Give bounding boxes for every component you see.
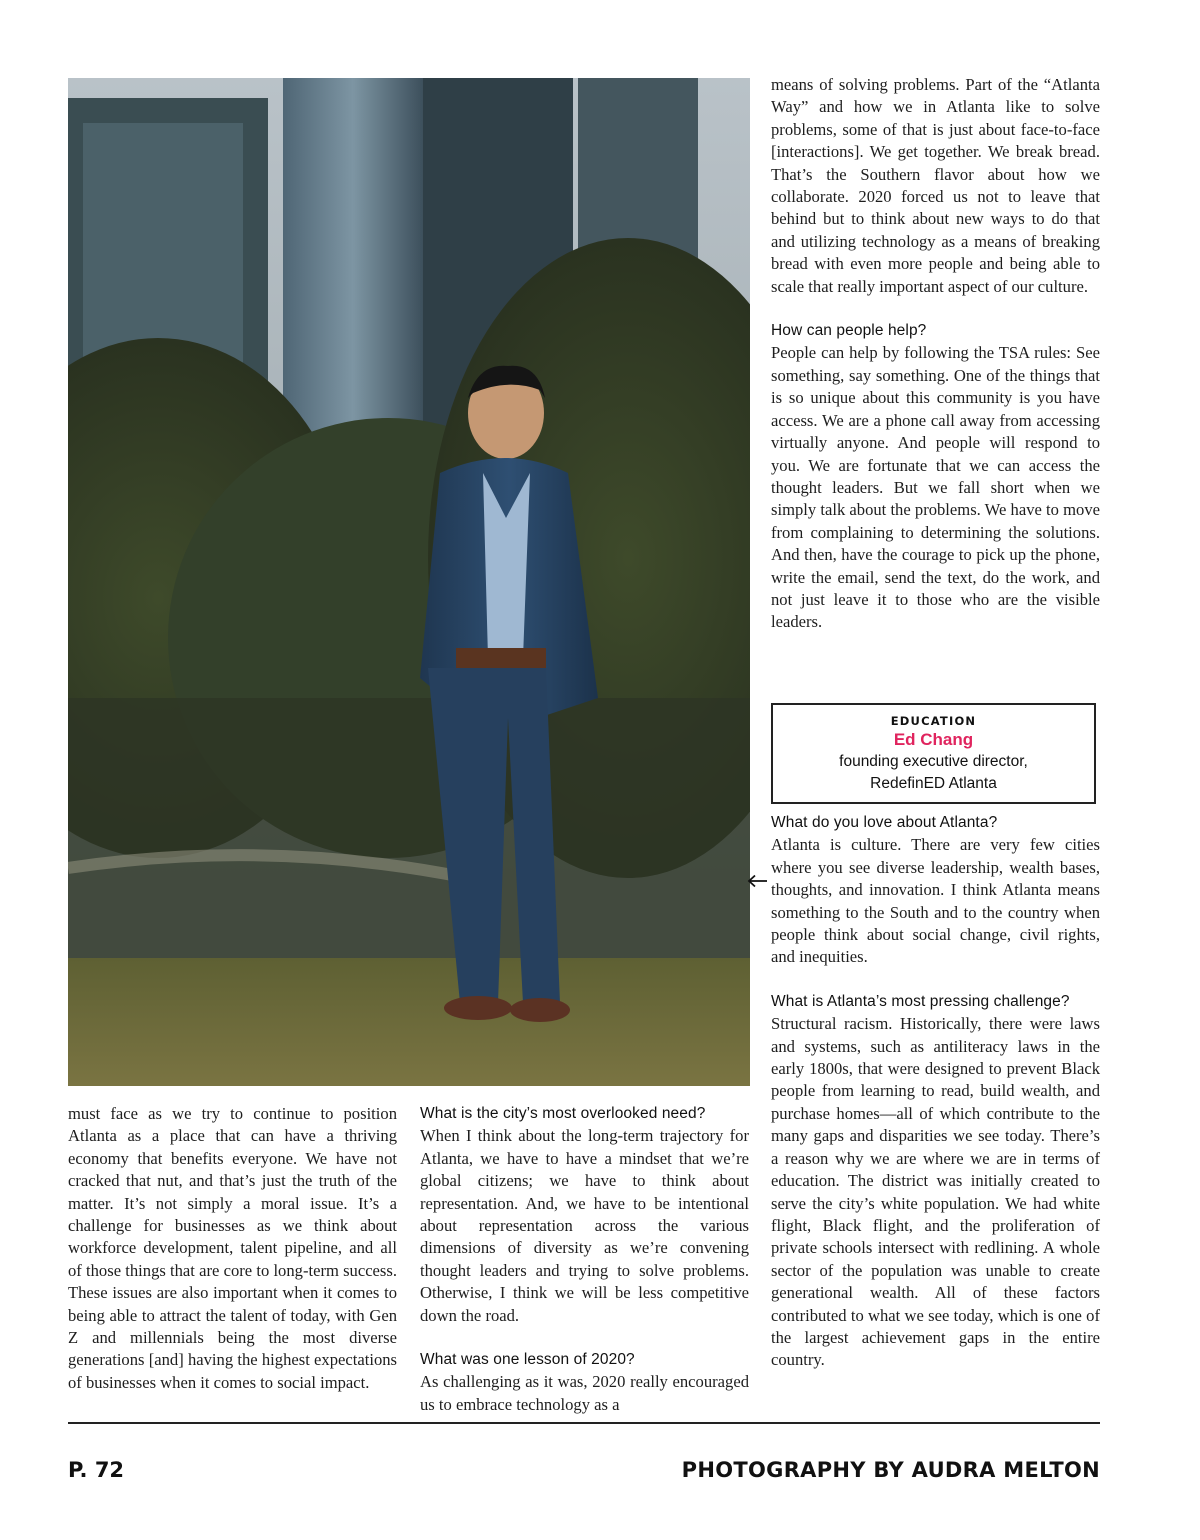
- answer-paragraph: When I think about the long-term trajectory for Atlanta, we have to have a mindset that we’re global citizens; we have to think about representation. And, we have to be intentional about representation across the various dimensions of diversity as we’re convening thought leaders and trying to solve problems. Otherwise, I think we will be less competitive down the road.: [420, 1126, 749, 1325]
- profile-role-line1: founding executive director,: [839, 753, 1028, 770]
- question-heading: What was one lesson of 2020?: [420, 1351, 635, 1369]
- portrait-photo: [68, 78, 750, 1086]
- category-label: EDUCATION: [890, 714, 977, 728]
- page-number: P. 72: [68, 1458, 125, 1482]
- continued-paragraph: means of solving problems. Part of the “Atlanta Way” and how we in Atlanta like to solve problems, some of that is just about face-to-face [interactions]. We get together. We break bread. That’s the Southern flavor about how we collaborate. 2020 forced us not to leave that behind but to think about new ways to do that and utilizing technology as a means of breaking bread with even more people and being able to scale that really important aspect of our culture.: [771, 75, 1100, 296]
- middle-column: [420, 1103, 749, 1416]
- profile-box: [771, 703, 1096, 804]
- footer-divider: [68, 1422, 1100, 1424]
- answer-paragraph: As challenging as it was, 2020 really encouraged us to embrace technology as a: [420, 1372, 749, 1414]
- answer-paragraph: Structural racism. Historically, there were laws and systems, such as antiliteracy laws in the early 1800s, that were designed to prevent Black people from learning to read, build wealth, and purchase homes—all of which contribute to the many gaps and disparities we see today. There’s a reason why we are where we are in terms of education. The district was initially created to serve the city’s white population. We had white flight, Black flight, and the proliferation of private schools intersect with redlining. A whole sector of the population was unable to create generational wealth. All of these factors contributed to what we see today, which is one of the largest achievement gaps in the entire country.: [771, 1014, 1100, 1370]
- question-heading: What is the city’s most overlooked need?: [420, 1105, 706, 1122]
- question-heading: What is Atlanta’s most pressing challenge?: [771, 992, 1070, 1010]
- photo-credit: PHOTOGRAPHY BY AUDRA MELTON: [681, 1458, 1100, 1482]
- answer-paragraph: Atlanta is culture. There are very few cities where you see diverse leadership, wealth bases, thoughts, and innovation. I think Atlanta means something to the South and to the country when people think about social change, civil rights, and inequities.: [771, 835, 1100, 967]
- right-column-top: [771, 74, 1100, 634]
- continued-paragraph: must face as we try to continue to position Atlanta as a place that can have a thriving economy that benefits everyone. We have not cracked that nut, and that’s just the truth of the matter. It’s not simply a moral issue. It’s a challenge for businesses as we think about workforce development, talent pipeline, and all of those things that are core to long-term success. These issues are also important when it comes to being able to attract the talent of today, with Gen Z and millennials being the most diverse generations [and] having the highest expectations of businesses when it comes to social impact.: [68, 1104, 397, 1392]
- left-column: [68, 1103, 397, 1394]
- answer-paragraph: People can help by following the TSA rules: See something, say something. One of the things that is so unique about this community is you have access. We are a phone call away from accessing virtually anyone. And people will respond to you. We are fortunate that we can access the thought leaders. But we fall short when we simply talk about the problems. We have to move from complaining to determining the solutions. And then, have the courage to pick up the phone, write the email, send the text, do the work, and not just leave it to those who are the visible leaders.: [771, 343, 1100, 632]
- arrow-left-icon: [746, 874, 768, 888]
- question-heading: What do you love about Atlanta?: [771, 814, 998, 831]
- profile-role-line2: RedefinED Atlanta: [870, 775, 997, 792]
- right-column-bottom: [771, 812, 1100, 1372]
- question-heading: How can people help?: [771, 322, 927, 340]
- profile-name: Ed Chang: [893, 730, 974, 749]
